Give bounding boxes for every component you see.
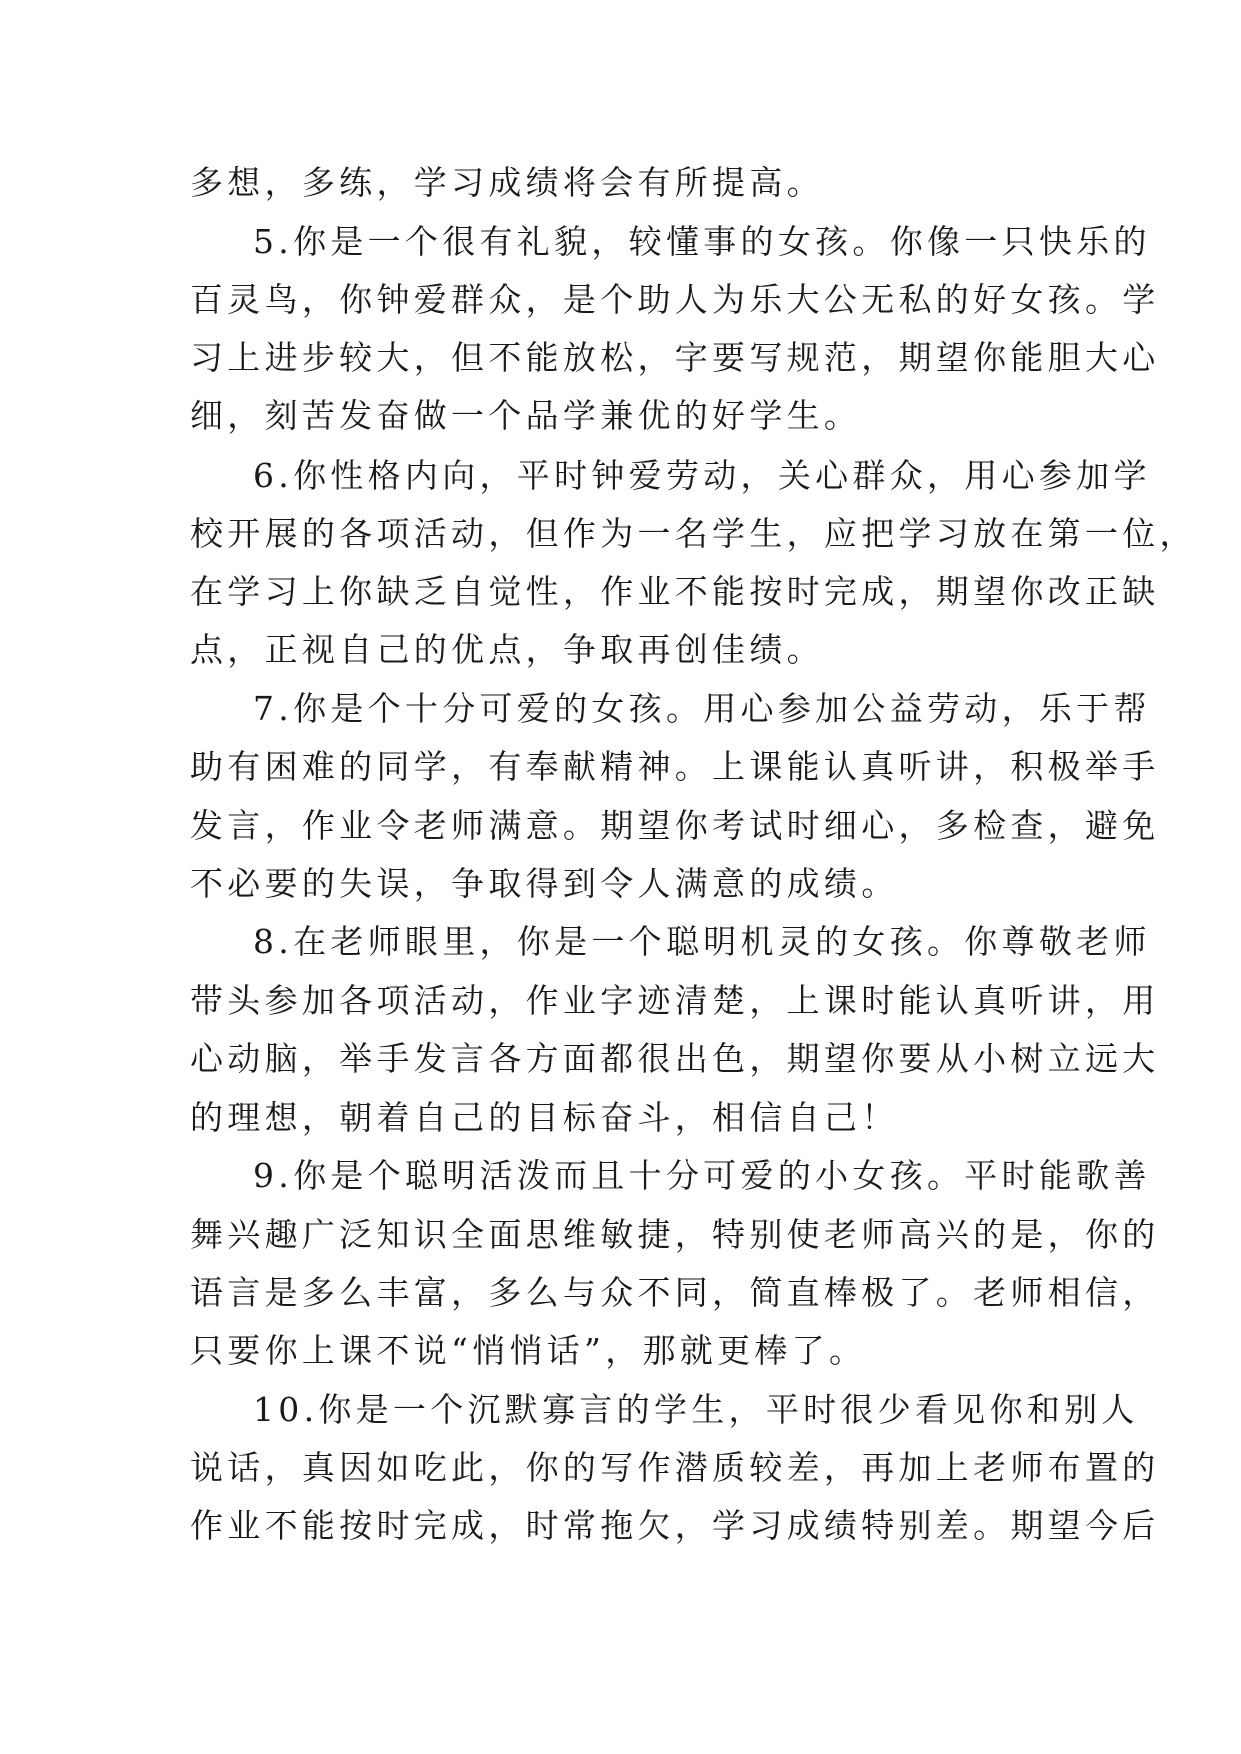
text-line-15: 带头参加各项活动，作业字迹清楚，上课时能认真听讲，用 [190, 981, 1160, 1020]
text-line-18: 9.你是个聪明活泼而且十分可爱的小女孩。平时能歌善 [253, 1156, 1151, 1195]
text-line-12: 发言，作业令老师满意。期望你考试时细心，多检查，避免 [190, 806, 1160, 845]
text-line-11: 助有困难的同学，有奉献精神。上课能认真听讲，积极举手 [190, 747, 1160, 786]
text-line-5: 细，刻苦发奋做一个品学兼优的好学生。 [190, 396, 862, 435]
text-line-23: 说话，真因如吃此，你的写作潜质较差，再加上老师布置的 [190, 1448, 1160, 1487]
text-line-7: 校开展的各项活动，但作为一名学生，应把学习放在第一位， [190, 514, 1197, 553]
text-line-9: 点，正视自己的优点，争取再创佳绩。 [190, 630, 824, 669]
text-line-24: 作业不能按时完成，时常拖欠，学习成绩特别差。期望今后 [190, 1506, 1160, 1545]
text-line-16: 心动脑，举手发言各方面都很出色，期望你要从小树立远大 [190, 1039, 1160, 1078]
text-line-4: 习上进步较大，但不能放松，字要写规范，期望你能胆大心 [190, 338, 1160, 377]
text-line-20: 语言是多么丰富，多么与众不同，简直棒极了。老师相信， [190, 1273, 1160, 1312]
text-line-13: 不必要的失误，争取得到令人满意的成绩。 [190, 864, 899, 903]
text-line-2: 5.你是一个很有礼貌，较懂事的女孩。你像一只快乐的 [253, 222, 1151, 261]
text-line-22: 10.你是一个沉默寡言的学生，平时很少看见你和别人 [253, 1390, 1139, 1429]
text-line-17: 的理想，朝着自己的目标奋斗，相信自己！ [190, 1098, 899, 1137]
text-line-6: 6.你性格内向，平时钟爱劳动，关心群众，用心参加学 [253, 456, 1151, 495]
text-line-8: 在学习上你缺乏自觉性，作业不能按时完成，期望你改正缺 [190, 572, 1160, 611]
text-line-10: 7.你是个十分可爱的女孩。用心参加公益劳动，乐于帮 [253, 689, 1151, 728]
text-line-14: 8.在老师眼里，你是一个聪明机灵的女孩。你尊敬老师 [253, 922, 1151, 961]
text-line-21: 只要你上课不说“悄悄话”，那就更棒了。 [190, 1331, 867, 1370]
text-line-19: 舞兴趣广泛知识全面思维敏捷，特别使老师高兴的是，你的 [190, 1215, 1160, 1254]
text-line-1: 多想，多练，学习成绩将会有所提高。 [190, 163, 824, 202]
text-line-3: 百灵鸟，你钟爱群众，是个助人为乐大公无私的好女孩。学 [190, 280, 1160, 319]
